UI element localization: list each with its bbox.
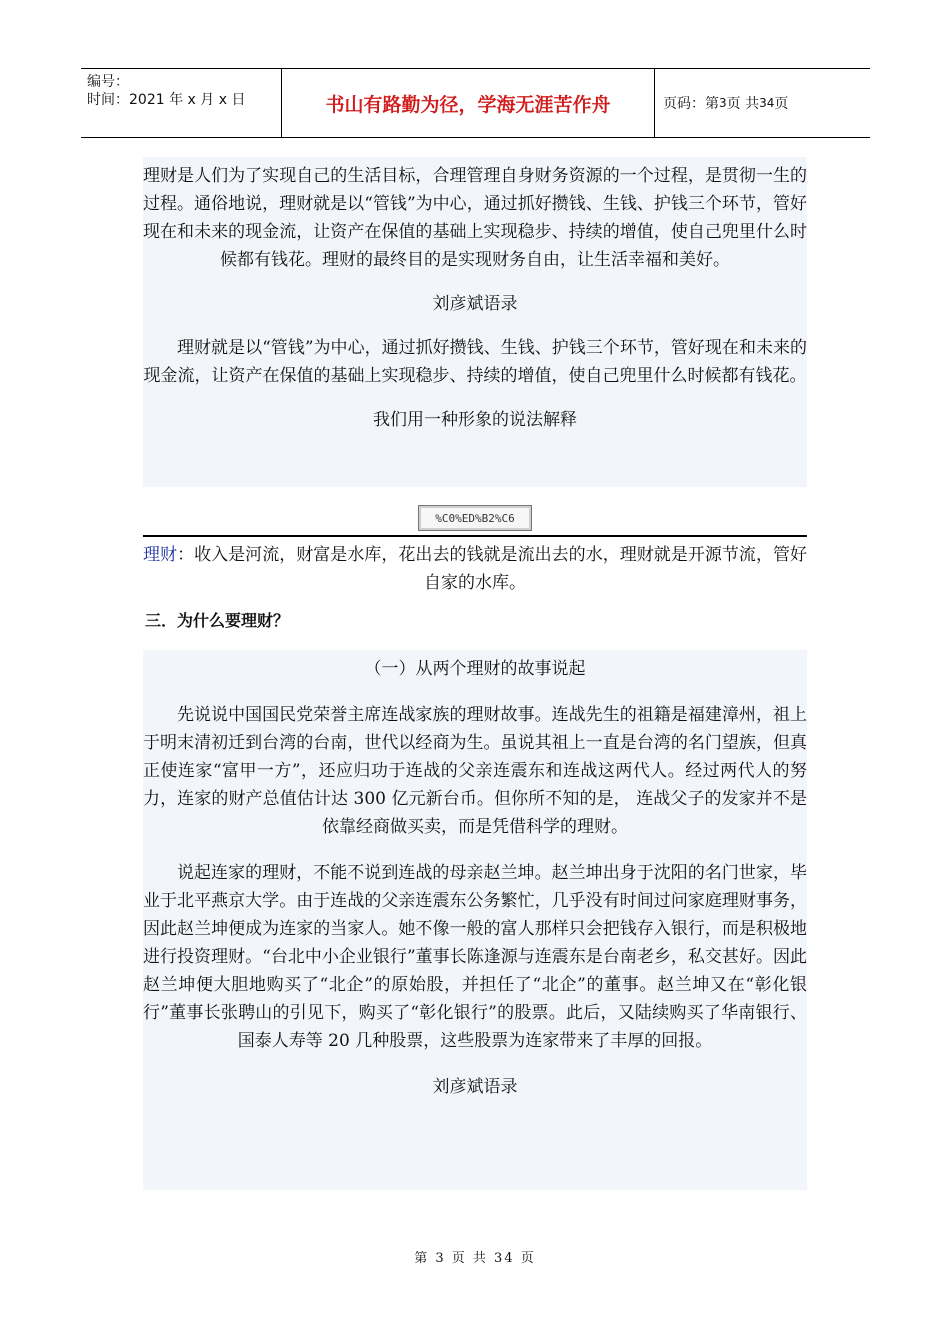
story-quote-source: 刘彦斌语录 [432,1077,518,1097]
page-footer: 第 3 页 共 34 页 [414,1251,536,1266]
page-mid: 页 共 [726,96,760,112]
metaphor-note [143,541,807,597]
note-text: ：收入是河流，财富是水库，花出去的钱就是流出去的水，理财就是开源节流，管好自家的水库。 [177,545,808,593]
metaphor-intro: 我们用一种形象的说法解释 [373,410,577,430]
header-motto: 书山有路勤为径，学海无涯苦作舟 [282,69,655,137]
broken-image-placeholder: %C0%ED%B2%C6 [418,505,532,531]
story-subtitle: （一）从两个理财的故事说起 [364,659,586,679]
page-suffix: 页 [774,96,789,112]
page-total: 34 [759,96,775,110]
divider [143,535,807,537]
story-paragraph-2: 说起连家的理财，不能不说到连战的母亲赵兰坤。赵兰坤出身于沈阳的名门世家，毕业于北平燕京大学。由于连战的父亲连震东公务繁忙，几乎没有时间过问家庭理财事务，因此赵兰坤便成为连家的当家人。她不像一般的富人那样只会把钱存入银行，而是积极地进行投资理财。“台北中小企业银行”董事长陈逢源与连震东是台南老乡，私交甚好。因此赵兰坤便大胆地购买了“北企”的原始股，并担任了“北企”的董事。赵兰坤又在“彰化银行”董事长张聘山的引见下，购买了“彰化银行”的股票。此后，又陆续购买了华南银行、国泰人寿等 20 几种股票，这些股票为连家带来了丰厚的回报。 [143,863,807,1051]
page-current: 3 [719,96,727,110]
header-meta [81,69,282,137]
quote-source: 刘彦斌语录 [432,294,518,314]
doc-date: 时间：2021 年 x 月 x 日 [87,92,246,108]
story-paragraph-1: 先说说中国国民党荣誉主席连战家族的理财故事。连战先生的祖籍是福建漳州，祖上于明末清初迁到台湾的台南，世代以经商为生。虽说其祖上一直是台湾的名门望族，但真正使连家“富甲一方”，还应归功于连战的父亲连震东和连战这两代人。经过两代人的努力，连家的财产总值估计达 300 亿元新台币。但你所不知的是， 连战父子的发家并不是依靠经商做买卖，而是凭借科学的理财。 [143,705,807,837]
definition-panel [143,157,807,487]
definition-paragraph: 理财是人们为了实现自己的生活目标，合理管理自身财务资源的一个过程，是贯彻一生的过程。通俗地说，理财就是以“管钱”为中心，通过抓好攒钱、生钱、护钱三个环节，管好现在和未来的现金流，让资产在保值的基础上实现稳步、持续的增值，使自己兜里什么时候都有钱花。理财的最终目的是实现财务自由，让生活幸福和美好。 [143,166,807,270]
doc-number-label: 编号： [87,74,129,90]
quote-paragraph: 理财就是以“管钱”为中心，通过抓好攒钱、生钱、护钱三个环节，管好现在和未来的现金流，让资产在保值的基础上实现稳步、持续的增值，使自己兜里什么时候都有钱花。 [143,338,807,386]
header-page-info [655,69,870,137]
page-header [81,68,870,138]
page-prefix: 页码：第 [663,96,719,112]
story-panel [143,650,807,1190]
note-term[interactable]: 理财 [143,545,178,565]
section-heading: 三．为什么要理财？ [145,611,290,630]
